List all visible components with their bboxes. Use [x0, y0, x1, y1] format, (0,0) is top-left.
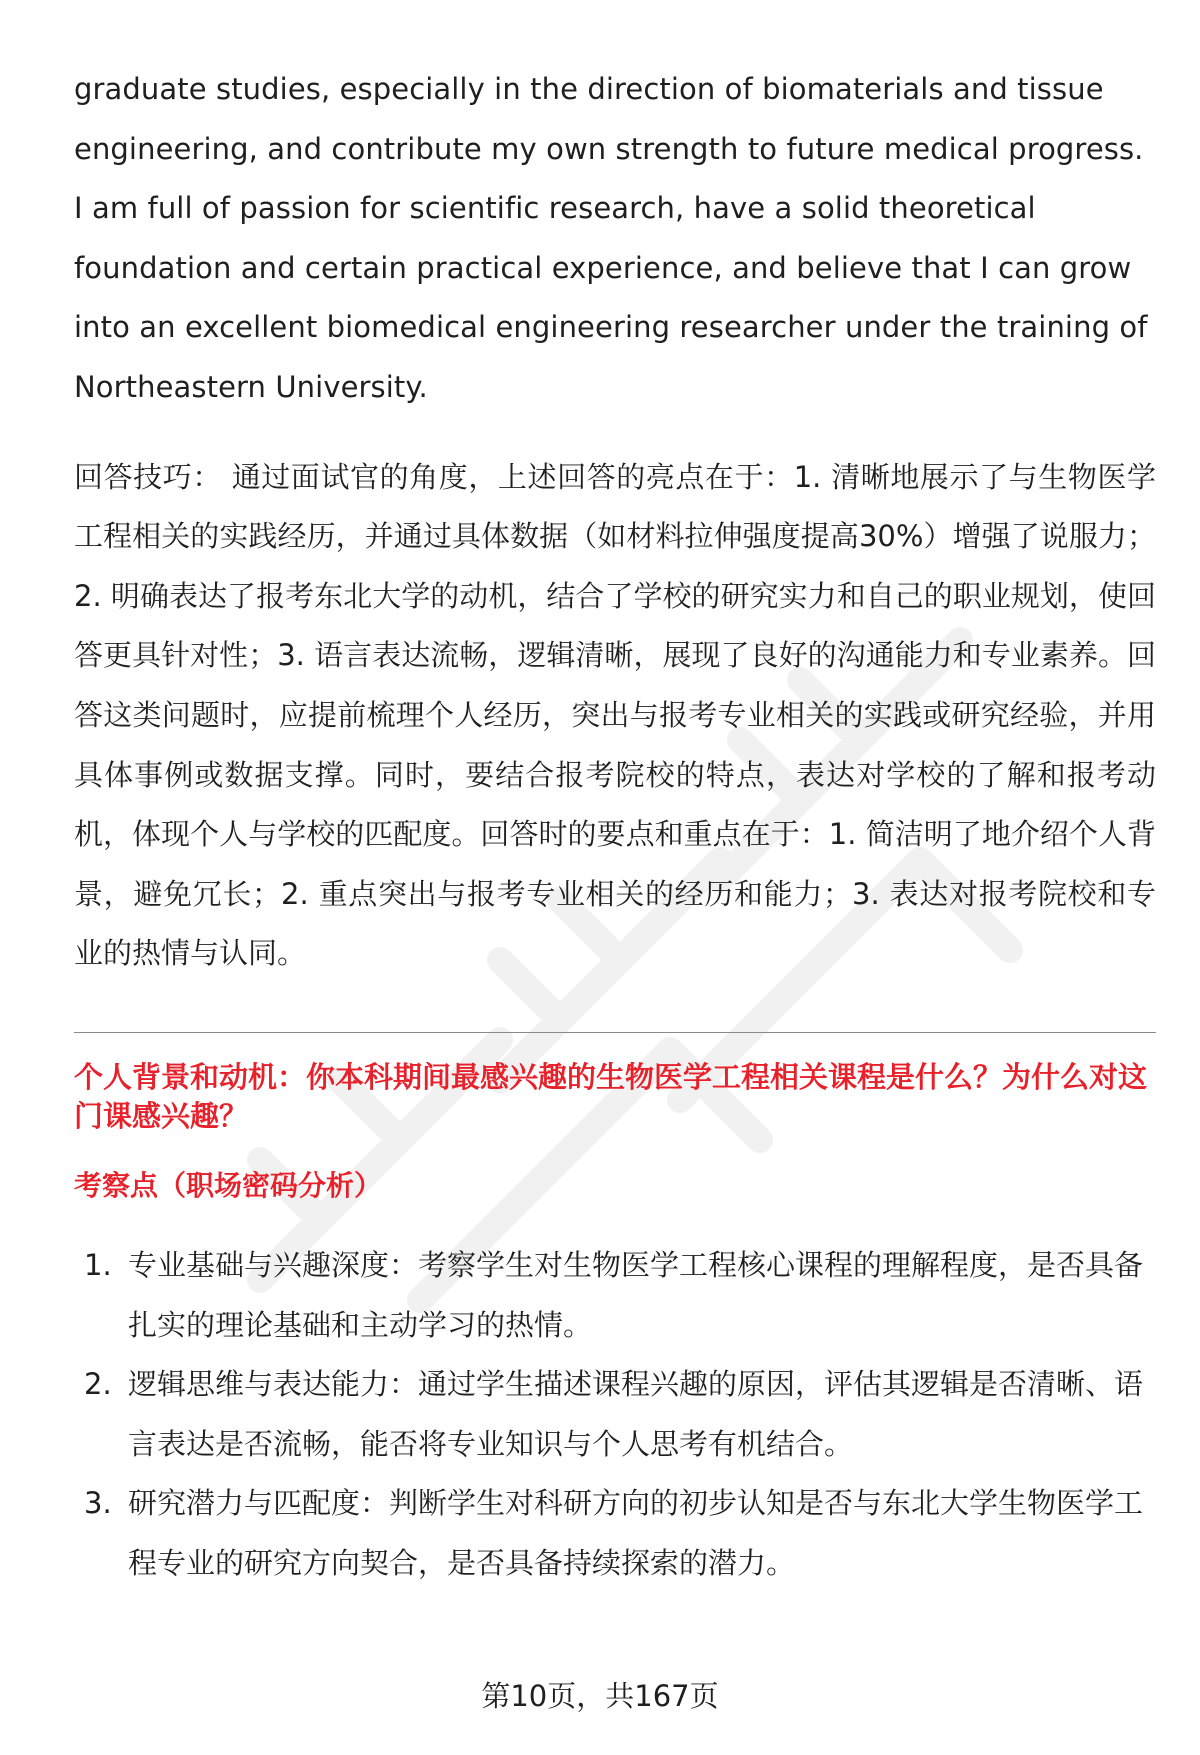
assessment-points-list [74, 1236, 1156, 1594]
answer-tips-paragraph: 回答技巧： 通过面试官的角度，上述回答的亮点在于：1. 清晰地展示了与生物医学工程相关的实践经历，并通过具体数据（如材料拉伸强度提高30%）增强了说服力；2. 明确表达了报考东北大学的动机，结合了学校的研究实力和自己的职业规划，使回答更具针对性；3. 语言表达流畅，逻辑清晰，展现了良好的沟通能力和专业素养。回答这类问题时，应提前梳理个人经历，突出与报考专业相关的实践或研究经验，并用具体事例或数据支撑。同时，要结合报考院校的特点，表达对学校的了解和报考动机，体现个人与学校的匹配度。回答时的要点和重点在于：1. 简洁明了地介绍个人背景，避免冗长；2. 重点突出与报考专业相关的经历和能力；3. 表达对报考院校和专业的热情与认同。 [74, 459, 1156, 971]
interview-question-heading: 个人背景和动机：你本科期间最感兴趣的生物医学工程相关课程是什么？为什么对这门课感兴趣？ [74, 1059, 1148, 1133]
assessment-points-heading: 考察点（职场密码分析） [74, 1168, 383, 1202]
list-item-number: 3. [84, 1486, 112, 1521]
list-item-number: 2. [84, 1367, 112, 1402]
page-number-footer: 第10页，共167页 [481, 1679, 719, 1713]
document-page [74, 60, 1156, 1593]
section-divider [74, 1032, 1156, 1033]
list-item [74, 1236, 1156, 1355]
list-item [74, 1355, 1156, 1474]
list-item-number: 1. [84, 1247, 112, 1282]
list-item-text: 专业基础与兴趣深度：考察学生对生物医学工程核心课程的理解程度，是否具备扎实的理论基础和主动学习的热情。 [128, 1247, 1144, 1342]
list-item-text: 研究潜力与匹配度：判断学生对科研方向的初步认知是否与东北大学生物医学工程专业的研究方向契合，是否具备持续探索的潜力。 [128, 1486, 1144, 1580]
list-item [74, 1474, 1156, 1593]
list-item-text: 逻辑思维与表达能力：通过学生描述课程兴趣的原因，评估其逻辑是否清晰、语言表达是否流畅，能否将专业知识与个人思考有机结合。 [128, 1367, 1144, 1461]
intro-paragraph: graduate studies, especially in the direction of biomaterials and tissue engineering, and contribute my own strength to future medical progress. I am full of passion for scientific research, have a solid theoretical foundation and certain practical experience, and believe that I can grow into an excellent biomedical engineering researcher under the training of Northeastern University. [74, 72, 1148, 404]
